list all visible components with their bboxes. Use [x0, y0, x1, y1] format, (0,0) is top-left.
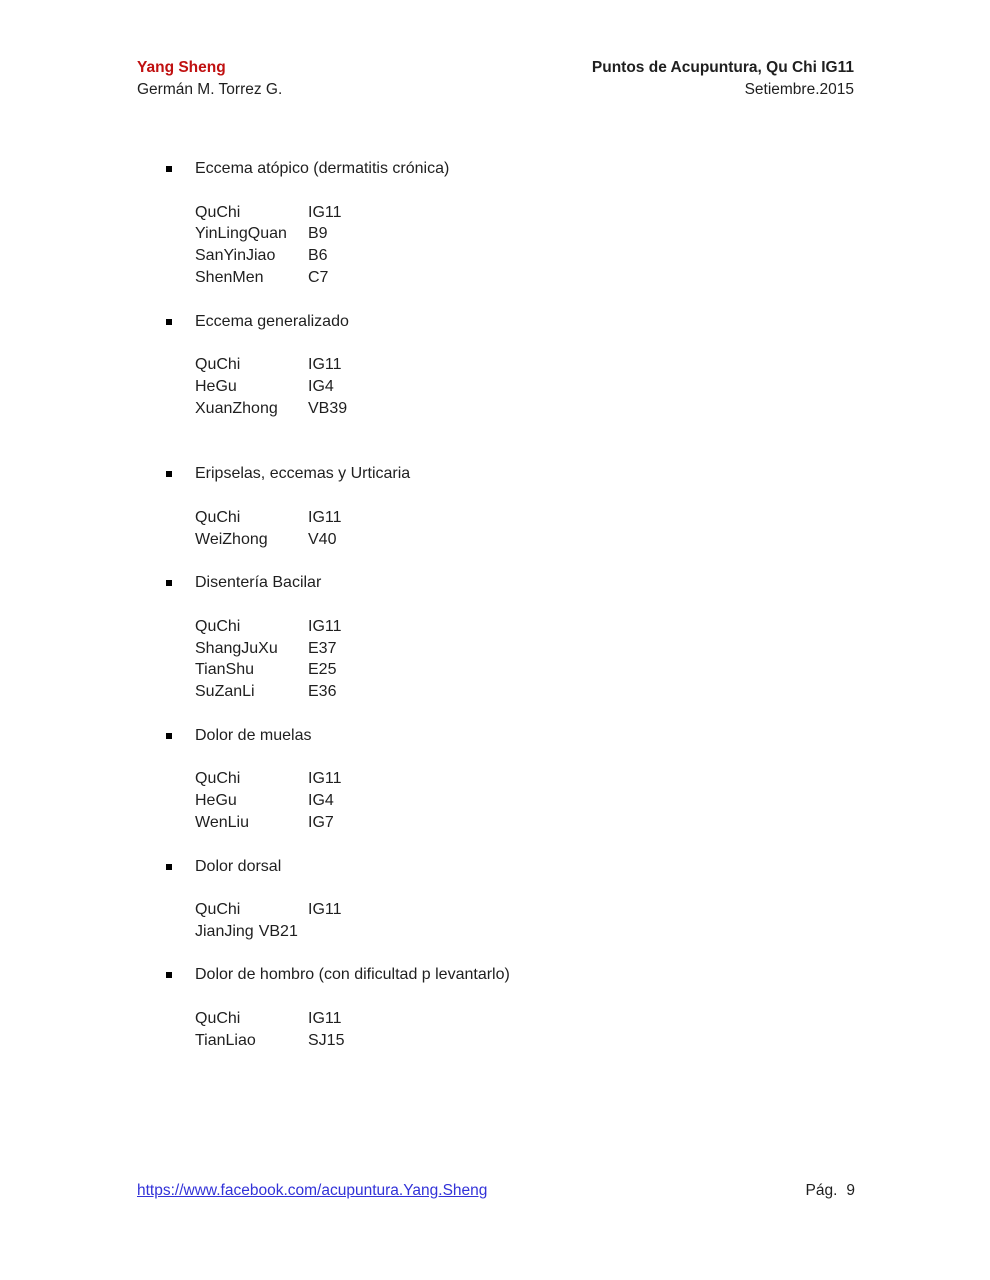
- section-eccema-generalizado: [137, 311, 854, 420]
- point-row: [137, 1030, 854, 1052]
- section-heading: [137, 158, 854, 180]
- point-name: QuChi: [195, 901, 241, 919]
- bullet-square-icon: [166, 319, 172, 325]
- point-name: QuChi: [195, 770, 241, 788]
- point-name: QuChi: [195, 617, 241, 635]
- point-code: E36: [308, 683, 337, 701]
- point-list: [137, 1008, 854, 1052]
- point-row: [137, 354, 854, 376]
- point-list: [137, 202, 854, 289]
- section-title: Dolor dorsal: [195, 857, 282, 875]
- section-title: Eccema atópico (dermatitis crónica): [195, 160, 450, 177]
- header-left: [137, 57, 282, 101]
- document-title: Puntos de Acupuntura, Qu Chi IG11: [591, 59, 854, 76]
- point-row: [137, 768, 854, 790]
- section-heading: [137, 725, 854, 747]
- point-name: QuChi: [195, 356, 241, 374]
- point-row: [137, 899, 854, 921]
- point-code: IG7: [308, 813, 334, 831]
- point-row: [137, 616, 854, 638]
- point-list: [137, 354, 854, 419]
- point-name: ShangJuXu: [195, 639, 278, 657]
- section-eripselas: [137, 463, 854, 550]
- point-row: [137, 638, 854, 660]
- bullet-square-icon: [166, 972, 172, 978]
- point-row: [137, 245, 854, 267]
- author-name: Germán M. Torrez G.: [137, 81, 283, 98]
- header-right: [592, 57, 854, 101]
- point-name: XuanZhong: [195, 399, 278, 417]
- point-name: SanYinJiao: [195, 247, 276, 265]
- section-title: Eripselas, eccemas y Urticaria: [195, 465, 411, 483]
- point-name: QuChi: [195, 203, 241, 221]
- page-number: 9: [846, 1182, 855, 1199]
- point-list: [137, 899, 854, 943]
- point-code: C7: [308, 268, 329, 286]
- point-list: [137, 507, 854, 551]
- point-code: IG11: [308, 901, 342, 919]
- point-name: QuChi: [195, 1010, 241, 1028]
- page-footer: [137, 1180, 855, 1202]
- point-name: TianLiao: [195, 1031, 256, 1049]
- point-row: [137, 921, 854, 943]
- bullet-square-icon: [166, 166, 172, 172]
- point-name: JianJing: [195, 922, 254, 940]
- section-heading: [137, 463, 854, 485]
- point-name: WeiZhong: [195, 530, 268, 548]
- point-code: E37: [308, 639, 337, 657]
- point-code: SJ15: [308, 1031, 345, 1049]
- point-row: [137, 681, 854, 703]
- point-list: [137, 616, 854, 703]
- bullet-square-icon: [166, 471, 172, 477]
- document-date: Setiembre.2015: [744, 81, 854, 98]
- point-name: SuZanLi: [195, 683, 255, 701]
- point-code: IG11: [308, 1010, 342, 1028]
- point-code: VB21: [258, 922, 298, 940]
- point-row: [137, 267, 854, 289]
- point-row: [137, 202, 854, 224]
- point-code: E25: [308, 661, 337, 679]
- point-code: IG11: [308, 770, 342, 788]
- section-title: Eccema generalizado: [195, 312, 349, 330]
- point-code: V40: [308, 530, 337, 548]
- point-row: [137, 529, 854, 551]
- point-row: [137, 812, 854, 834]
- point-name: YinLingQuan: [195, 225, 287, 243]
- point-row: [137, 790, 854, 812]
- point-name: WenLiu: [195, 813, 249, 831]
- section-disenteria-bacilar: [137, 572, 854, 703]
- point-row: [137, 223, 854, 245]
- point-code: IG4: [308, 792, 334, 810]
- point-code: IG4: [308, 377, 334, 395]
- point-code: B9: [308, 225, 328, 243]
- bullet-square-icon: [166, 733, 172, 739]
- section-dolor-dorsal: [137, 856, 854, 943]
- document-body: [137, 158, 854, 1073]
- section-title: Dolor de hombro (con dificultad p levantarlo): [195, 966, 510, 984]
- point-code: VB39: [308, 399, 348, 417]
- brand-name: Yang Sheng: [137, 59, 226, 76]
- page-label: Pág.: [805, 1182, 838, 1199]
- point-code: B6: [308, 247, 328, 265]
- point-code: IG11: [308, 356, 342, 374]
- point-row: [137, 507, 854, 529]
- section-heading: [137, 572, 854, 594]
- page-header: [137, 57, 854, 101]
- point-code: IG11: [308, 617, 342, 635]
- point-name: TianShu: [195, 661, 254, 679]
- point-name: HeGu: [195, 377, 237, 395]
- section-heading: [137, 964, 854, 986]
- point-name: QuChi: [195, 508, 241, 526]
- bullet-square-icon: [166, 864, 172, 870]
- point-row: [137, 1008, 854, 1030]
- section-dolor-de-muelas: [137, 725, 854, 834]
- section-title: Disentería Bacilar: [195, 574, 322, 592]
- section-heading: [137, 856, 854, 878]
- point-list: [137, 768, 854, 833]
- point-name: HeGu: [195, 792, 237, 810]
- section-eccema-atopico: [137, 158, 854, 289]
- section-heading: [137, 311, 854, 333]
- point-code: IG11: [308, 508, 342, 526]
- facebook-link[interactable]: https://www.facebook.com/acupuntura.Yang.Sheng: [137, 1182, 488, 1199]
- point-row: [137, 398, 854, 420]
- point-code: IG11: [308, 203, 342, 221]
- point-row: [137, 376, 854, 398]
- section-dolor-de-hombro: [137, 964, 854, 1051]
- point-row: [137, 659, 854, 681]
- point-name: ShenMen: [195, 268, 264, 286]
- section-title: Dolor de muelas: [195, 726, 312, 744]
- bullet-square-icon: [166, 580, 172, 586]
- page-indicator: [805, 1180, 855, 1202]
